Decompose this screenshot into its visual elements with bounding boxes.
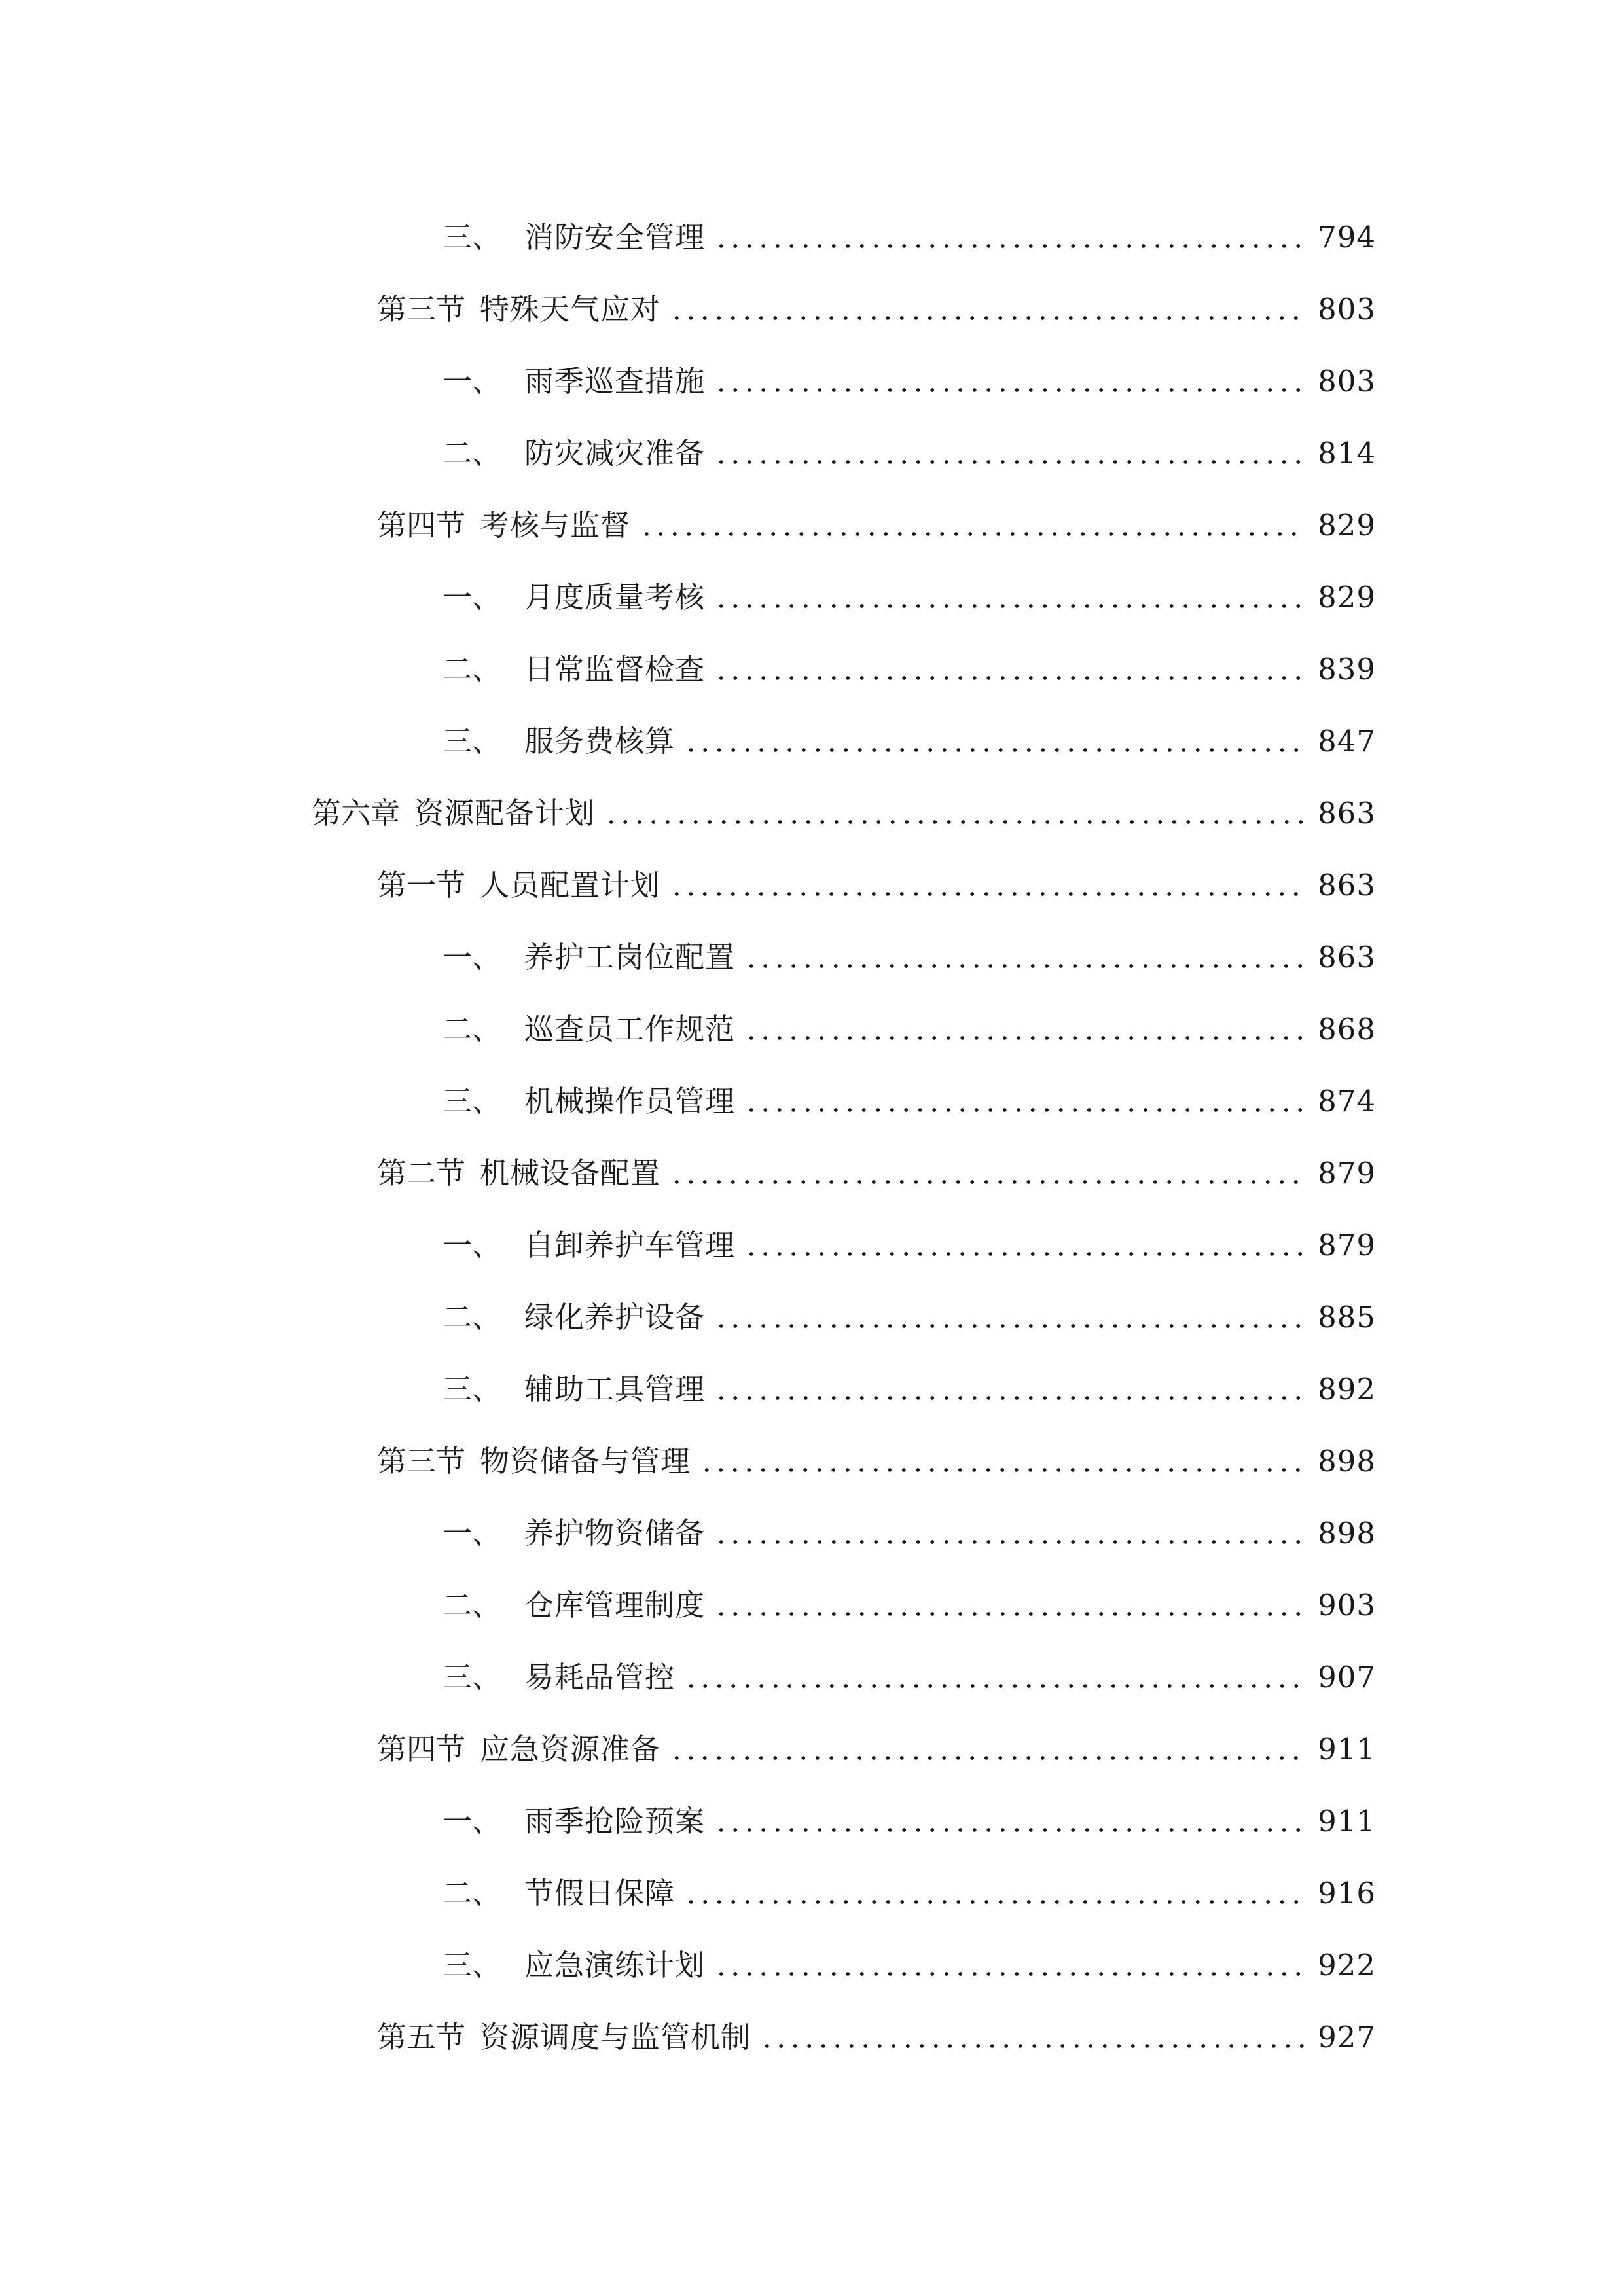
toc-entry[interactable]	[0, 1713, 1624, 1785]
dot-leader	[714, 583, 1306, 612]
dot-leader	[604, 798, 1306, 828]
dot-leader	[670, 1734, 1306, 1764]
dot-leader	[684, 1878, 1306, 1908]
toc-entry-title: 雨季抢险预案	[524, 1803, 706, 1839]
dot-leader	[714, 367, 1306, 396]
toc-entry-title: 防灾减灾准备	[524, 435, 706, 471]
toc-entry-title: 自卸养护车管理	[524, 1227, 736, 1263]
toc-entry-number: 二、	[442, 1299, 502, 1335]
toc-entry-number: 第三节	[377, 291, 466, 327]
toc-entry-page-number: 907	[1318, 1659, 1376, 1695]
toc-entry-number: 一、	[442, 1515, 502, 1551]
dot-leader	[684, 1662, 1306, 1692]
toc-entry[interactable]	[0, 561, 1624, 633]
toc-entry-title: 服务费核算	[524, 723, 676, 759]
toc-entry-page-number: 803	[1318, 291, 1376, 327]
toc-entry[interactable]	[0, 849, 1624, 921]
toc-entry-title: 绿化养护设备	[524, 1299, 706, 1335]
toc-entry-title: 雨季巡查措施	[524, 363, 706, 399]
toc-entry-title: 养护工岗位配置	[524, 939, 736, 975]
toc-entry[interactable]	[0, 705, 1624, 777]
toc-entry-number: 第三节	[377, 1443, 466, 1479]
dot-leader	[744, 1014, 1306, 1044]
toc-entry-page-number: 847	[1318, 723, 1376, 759]
toc-entry[interactable]	[0, 1497, 1624, 1569]
toc-entry-number: 二、	[442, 435, 502, 471]
toc-entry-title: 月度质量考核	[524, 579, 706, 615]
toc-entry-title: 日常监督检查	[524, 651, 706, 687]
toc-entry-page-number: 863	[1318, 795, 1376, 831]
dot-leader	[760, 2022, 1306, 2052]
toc-entry-page-number: 892	[1318, 1371, 1376, 1407]
toc-entry-title: 考核与监督	[480, 507, 631, 543]
toc-entry-title: 特殊天气应对	[480, 291, 661, 327]
toc-entry-number: 三、	[442, 723, 502, 759]
toc-entry-title: 辅助工具管理	[524, 1371, 706, 1407]
toc-entry-page-number: 927	[1318, 2019, 1376, 2054]
toc-entry-page-number: 922	[1318, 1947, 1376, 1982]
toc-entry-number: 一、	[442, 1227, 502, 1263]
toc-entry[interactable]	[0, 633, 1624, 705]
toc-entry[interactable]	[0, 273, 1624, 345]
toc-entry-number: 第四节	[377, 507, 466, 543]
toc-entry-number: 三、	[442, 1083, 502, 1119]
dot-leader	[670, 295, 1306, 324]
toc-entry[interactable]	[0, 1425, 1624, 1497]
toc-entry-title: 巡查员工作规范	[524, 1011, 736, 1047]
toc-entry-number: 第一节	[377, 867, 466, 903]
toc-entry[interactable]	[0, 777, 1624, 849]
toc-entry-number: 第二节	[377, 1155, 466, 1191]
toc-entry[interactable]	[0, 1281, 1624, 1353]
toc-entry-title: 节假日保障	[524, 1875, 676, 1910]
toc-entry[interactable]	[0, 345, 1624, 417]
toc-entry-page-number: 898	[1318, 1515, 1376, 1551]
toc-entry[interactable]	[0, 1785, 1624, 1857]
toc-entry-title: 应急演练计划	[524, 1947, 706, 1982]
toc-entry-page-number: 898	[1318, 1443, 1376, 1479]
toc-entry-number: 二、	[442, 1875, 502, 1910]
toc-entry[interactable]	[0, 1641, 1624, 1713]
toc-entry-title: 资源配备计划	[414, 795, 596, 831]
dot-leader	[670, 870, 1306, 900]
toc-entry[interactable]	[0, 1065, 1624, 1137]
toc-entry[interactable]	[0, 1353, 1624, 1425]
dot-leader	[744, 1086, 1306, 1116]
toc-entry-page-number: 874	[1318, 1083, 1376, 1119]
toc-entry[interactable]	[0, 489, 1624, 561]
toc-entry-page-number: 839	[1318, 651, 1376, 687]
toc-entry[interactable]	[0, 1137, 1624, 1209]
dot-leader	[714, 1518, 1306, 1548]
toc-entry-title: 应急资源准备	[480, 1731, 661, 1767]
toc-entry[interactable]	[0, 1209, 1624, 1281]
toc-entry-number: 二、	[442, 1011, 502, 1047]
toc-entry-number: 三、	[442, 1371, 502, 1407]
toc-entry-title: 养护物资储备	[524, 1515, 706, 1551]
dot-leader	[714, 1950, 1306, 1980]
toc-entry-title: 人员配置计划	[480, 867, 661, 903]
toc-entry-number: 一、	[442, 939, 502, 975]
toc-entry-page-number: 794	[1318, 219, 1376, 255]
toc-entry[interactable]	[0, 1929, 1624, 2001]
toc-entry[interactable]	[0, 921, 1624, 993]
toc-entry-page-number: 803	[1318, 363, 1376, 399]
toc-entry[interactable]	[0, 1569, 1624, 1641]
toc-entry[interactable]	[0, 1857, 1624, 1929]
dot-leader	[714, 223, 1306, 252]
toc-entry-page-number: 911	[1318, 1803, 1376, 1839]
toc-entry-title: 机械设备配置	[480, 1155, 661, 1191]
toc-entry-number: 第四节	[377, 1731, 466, 1767]
toc-entry-title: 仓库管理制度	[524, 1587, 706, 1623]
toc-entry-number: 第六章	[312, 795, 401, 831]
dot-leader	[684, 726, 1306, 756]
dot-leader	[714, 1806, 1306, 1836]
dot-leader	[714, 1302, 1306, 1332]
dot-leader	[700, 1446, 1306, 1476]
toc-entry-number: 一、	[442, 579, 502, 615]
toc-entry-page-number: 885	[1318, 1299, 1376, 1335]
dot-leader	[670, 1158, 1306, 1188]
toc-entry-number: 二、	[442, 651, 502, 687]
toc-entry-number: 第五节	[377, 2019, 466, 2054]
table-of-contents	[0, 201, 1624, 2073]
dot-leader	[714, 1374, 1306, 1404]
toc-entry-page-number: 829	[1318, 579, 1376, 615]
toc-entry-page-number: 916	[1318, 1875, 1376, 1910]
toc-entry[interactable]	[0, 417, 1624, 489]
toc-entry-number: 三、	[442, 1947, 502, 1982]
toc-entry-page-number: 879	[1318, 1227, 1376, 1263]
toc-entry-page-number: 863	[1318, 867, 1376, 903]
toc-entry-page-number: 814	[1318, 435, 1376, 471]
toc-entry-number: 二、	[442, 1587, 502, 1623]
toc-entry-page-number: 868	[1318, 1011, 1376, 1047]
toc-entry[interactable]	[0, 993, 1624, 1065]
toc-entry-page-number: 863	[1318, 939, 1376, 975]
dot-leader	[744, 1230, 1306, 1260]
toc-entry-title: 资源调度与监管机制	[480, 2019, 751, 2054]
dot-leader	[714, 439, 1306, 468]
dot-leader	[744, 942, 1306, 972]
toc-entry-number: 三、	[442, 1659, 502, 1695]
toc-entry-number: 一、	[442, 363, 502, 399]
dot-leader	[714, 1590, 1306, 1620]
toc-entry-page-number: 911	[1318, 1731, 1376, 1767]
toc-entry-title: 机械操作员管理	[524, 1083, 736, 1119]
toc-entry-number: 一、	[442, 1803, 502, 1839]
toc-entry-page-number: 829	[1318, 507, 1376, 543]
dot-leader	[714, 655, 1306, 684]
toc-entry-number: 三、	[442, 219, 502, 255]
dot-leader	[640, 511, 1306, 540]
toc-entry-page-number: 903	[1318, 1587, 1376, 1623]
toc-entry-title: 物资储备与管理	[480, 1443, 691, 1479]
toc-entry-title: 易耗品管控	[524, 1659, 676, 1695]
toc-entry-page-number: 879	[1318, 1155, 1376, 1191]
toc-entry[interactable]	[0, 2001, 1624, 2073]
toc-entry[interactable]	[0, 201, 1624, 273]
toc-entry-title: 消防安全管理	[524, 219, 706, 255]
